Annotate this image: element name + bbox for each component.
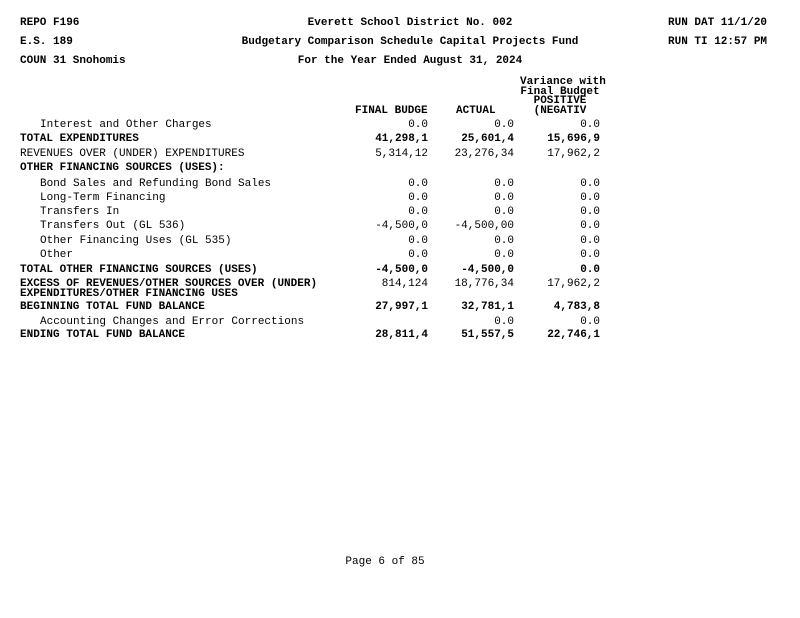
row-label: Other — [40, 249, 74, 261]
row-label: BEGINNING TOTAL FUND BALANCE — [20, 301, 205, 313]
final-budget-header: FINAL BUDGE — [355, 105, 428, 117]
row-actual: 32,781,1 — [461, 301, 514, 313]
row-variance: 0.0 — [580, 264, 600, 276]
row-actual: 0.0 — [494, 178, 514, 190]
row-variance: 0.0 — [580, 249, 600, 261]
row-actual: 0.0 — [494, 235, 514, 247]
es-number: E.S. 189 — [20, 36, 73, 48]
row-label: REVENUES OVER (UNDER) EXPENDITURES — [20, 148, 245, 160]
row-budget: -4,500,0 — [375, 264, 428, 276]
row-label: Transfers Out (GL 536) — [40, 220, 186, 232]
row-actual: 25,601,4 — [461, 133, 514, 145]
row-actual: 0.0 — [494, 249, 514, 261]
row-label: TOTAL OTHER FINANCING SOURCES (USES) — [20, 264, 258, 276]
row-label: TOTAL EXPENDITURES — [20, 133, 139, 145]
row-variance: 15,696,9 — [547, 133, 600, 145]
row-variance: 0.0 — [580, 235, 600, 247]
row-variance: 0.0 — [580, 192, 600, 204]
variance-header-3: POSITIVE — [533, 95, 587, 107]
row-variance: 0.0 — [580, 119, 600, 131]
row-label: ENDING TOTAL FUND BALANCE — [20, 329, 186, 341]
row-budget: 5,314,12 — [375, 148, 428, 160]
row-budget: 0.0 — [408, 235, 428, 247]
row-budget: 0.0 — [408, 178, 428, 190]
variance-header-2: Final Budget — [520, 86, 600, 98]
period: For the Year Ended August 31, 2024 — [297, 55, 523, 67]
row-actual: 23,276,34 — [454, 148, 514, 160]
actual-header: ACTUAL — [456, 105, 496, 117]
row-label: Interest and Other Charges — [40, 119, 212, 131]
row-budget: 0.0 — [408, 119, 428, 131]
row-variance: 0.0 — [580, 178, 600, 190]
row-variance: 17,962,2 — [547, 278, 600, 290]
row-budget: 0.0 — [408, 206, 428, 218]
row-variance: 17,962,2 — [547, 148, 600, 160]
row-actual: 0.0 — [494, 206, 514, 218]
row-budget: 0.0 — [408, 249, 428, 261]
row-budget: 27,997,1 — [375, 301, 428, 313]
row-label: Long-Term Financing — [40, 192, 166, 204]
row-label: Bond Sales and Refunding Bond Sales — [40, 178, 272, 190]
row-label: Other Financing Uses (GL 535) — [40, 235, 232, 247]
county: COUN 31 Snohomis — [20, 55, 126, 67]
row-actual: 0.0 — [494, 316, 514, 328]
row-label: OTHER FINANCING SOURCES (USES): — [20, 162, 225, 174]
row-label: EXCESS OF REVENUES/OTHER SOURCES OVER (UNDER) — [20, 278, 318, 290]
row-actual: 0.0 — [494, 192, 514, 204]
row-budget: -4,500,0 — [375, 220, 428, 232]
row-variance: 4,783,8 — [553, 301, 600, 313]
schedule-title: Budgetary Comparison Schedule Capital Projects Fund — [241, 36, 579, 48]
row-budget: 41,298,1 — [375, 133, 428, 145]
report-id: REPO F196 — [20, 17, 80, 29]
row-label: Accounting Changes and Error Corrections — [40, 316, 305, 328]
row-actual: 18,776,34 — [454, 278, 514, 290]
row-actual: 51,557,5 — [461, 329, 514, 341]
row-variance: 0.0 — [580, 316, 600, 328]
row-variance: 22,746,1 — [547, 329, 600, 341]
run-date: RUN DAT 11/1/20 — [668, 17, 768, 29]
row-label: Transfers In — [40, 206, 120, 218]
row-variance: 0.0 — [580, 220, 600, 232]
row-label-line2: EXPENDITURES/OTHER FINANCING USES — [20, 288, 238, 300]
row-budget: 814,124 — [381, 278, 428, 290]
row-budget: 28,811,4 — [375, 329, 428, 341]
row-budget: 0.0 — [408, 192, 428, 204]
row-variance: 0.0 — [580, 206, 600, 218]
row-actual: -4,500,00 — [454, 220, 514, 232]
variance-header-1: Variance with — [520, 76, 606, 88]
row-actual: -4,500,0 — [461, 264, 514, 276]
page-number: Page 6 of 85 — [345, 556, 425, 568]
row-actual: 0.0 — [494, 119, 514, 131]
variance-header-4: (NEGATIV — [533, 105, 587, 117]
district-name: Everett School District No. 002 — [307, 17, 513, 29]
run-time: RUN TI 12:57 PM — [668, 36, 768, 48]
